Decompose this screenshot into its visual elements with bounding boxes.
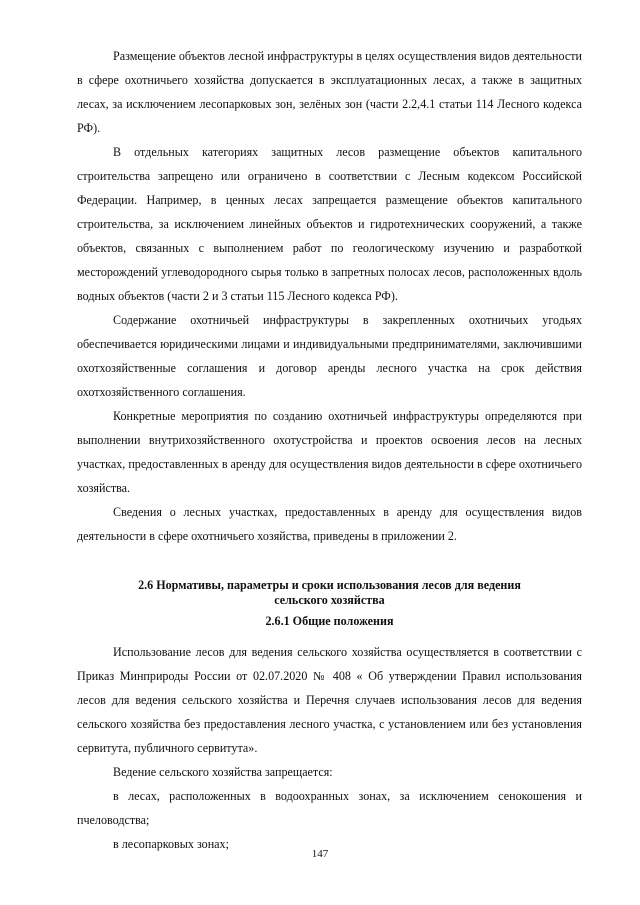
section-heading-line2: сельского хозяйства <box>274 592 385 607</box>
page-number: 147 <box>311 848 329 860</box>
paragraph-hunting-infrastructure: Содержание охотничьей инфраструктуры в закрепленных охотничьих угодьях обеспечивается юридическими лицами и индивидуальными предпринимателями, заключившими охотхозяйственные соглашения и договор аренды лесного участка на срок действия охотхозяйственного соглашения. <box>77 313 582 399</box>
paragraph-specific-measures: Конкретные мероприятия по созданию охотничьей инфраструктуры определяются при выполнении внутрихозяйственного охотустройства и проектов освоения лесов на лесных участках, предоставленных в аренду для осуществления видов деятельности в сфере охотничьего хозяйства. <box>77 409 582 495</box>
list-item-water-protection: в лесах, расположенных в водоохранных зонах, за исключением сенокошения и пчеловодства; <box>77 788 582 827</box>
paragraph-agriculture-use: Использование лесов для ведения сельского хозяйства осуществляется в соответствии с Приказ Минприроды России от 02.07.2020 № 408 « Об утверждении Правил использования лесов для ведения сельского хозяйства и Перечня случаев использования лесов для ведения сельского хозяйства без предоставления лесного участка, с установлением или без установления сервитута, публичного сервитута». <box>77 644 582 755</box>
subsection-heading: 2.6.1 Общие положения <box>265 614 394 628</box>
paragraph-protective-forests: В отдельных категориях защитных лесов размещение объектов капитального строительства запрещено или ограничено в соответствии с Лесным кодексом Российской Федерации. Например, в ценных лесах запрещается размещение объектов капитального строительства, за исключением линейных объектов и гидротехнических сооружений, а также объектов, связанных с выполнением работ по геологическому изучению и разработкой месторождений углеводородного сырья только в запретных полосах лесов, расположенных вдоль водных объектов (части 2 и 3 статьи 115 Лесного кодекса РФ). <box>77 145 582 303</box>
document-page <box>77 44 582 856</box>
paragraph-prohibited-intro: Ведение сельского хозяйства запрещается: <box>113 764 333 779</box>
paragraph-forest-infrastructure: Размещение объектов лесной инфраструктуры в целях осуществления видов деятельности в сфере охотничьего хозяйства допускается в эксплуатационных лесах, а также в защитных лесах, за исключением лесопарковых зон, зелёных зон (части 2.2,4.1 статьи 114 Лесного кодекса РФ). <box>77 49 582 135</box>
section-spacer <box>77 548 582 578</box>
paragraph-leased-plots: Сведения о лесных участках, предоставленных в аренду для осуществления видов деятельности в сфере охотничьего хозяйства, приведены в приложении 2. <box>77 505 582 543</box>
list-item-forest-park: в лесопарковых зонах; <box>113 836 229 851</box>
section-heading-line1: 2.6 Нормативы, параметры и сроки использования лесов для ведения <box>138 578 521 592</box>
